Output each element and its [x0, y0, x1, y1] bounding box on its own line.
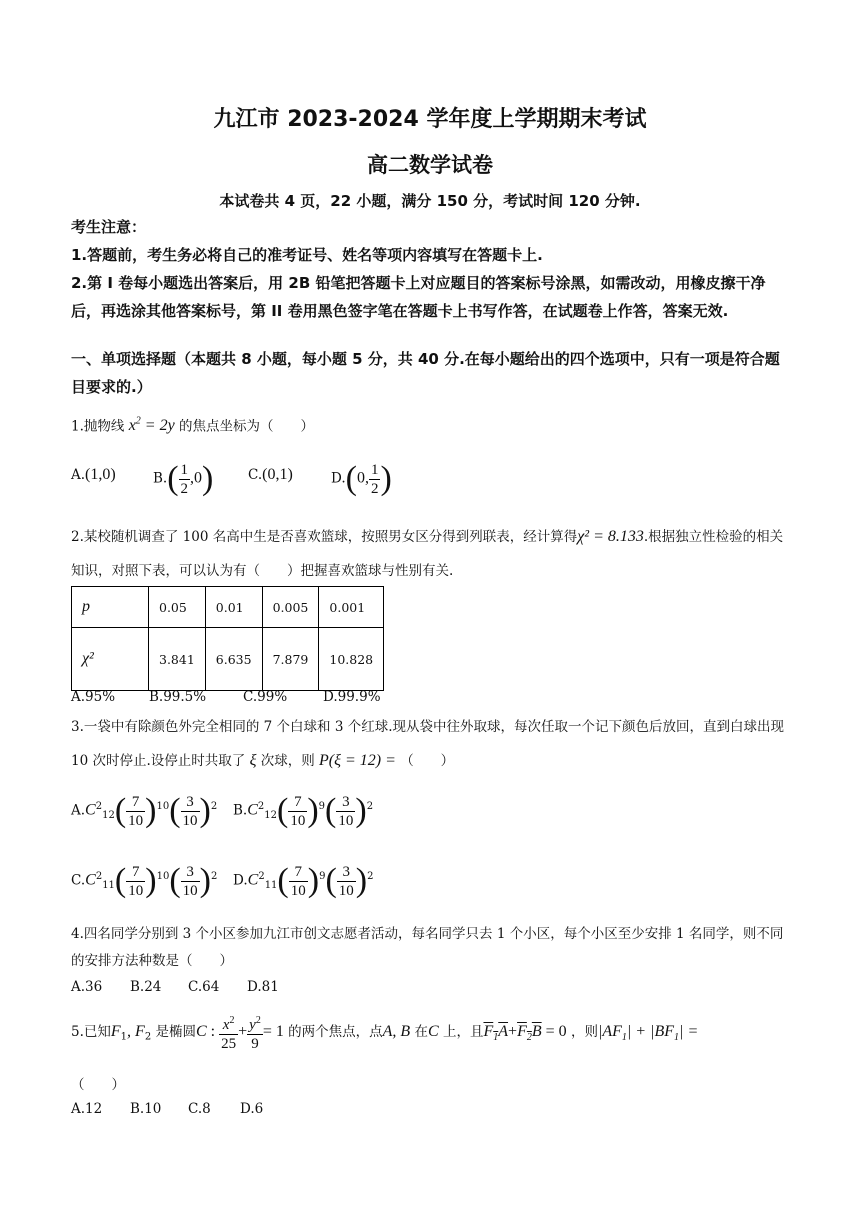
q2-option-b[interactable]: B.99.5% — [149, 689, 207, 705]
section-1-heading: 一、单项选择题（本题共 8 小题，每小题 5 分，共 40 分.在每小题给出的四个选项中，只有一项是符合题目要求的.） — [71, 350, 780, 396]
q4-option-a[interactable]: A.36 — [71, 979, 103, 995]
q5-option-d[interactable]: D.6 — [240, 1101, 264, 1117]
chi-square-table: p 0.05 0.01 0.005 0.001 χ² 3.841 6.635 7.879 10.828 — [71, 586, 384, 691]
q1-option-b[interactable]: B.( $\frac{1}{2}$ ,0) — [153, 460, 214, 497]
q3-option-b[interactable]: $B.C^2_{12}$( $\frac{7}{10}$ )$^9$( $\frac{3}{10}$ )$^2$ — [233, 792, 374, 829]
q1-option-d[interactable]: D.(0, $\frac{1}{2}$ ) — [331, 460, 392, 497]
notice-item-2: 2.第 I 卷每小题选出答案后，用 2B 铅笔把答题卡上对应题目的答案标号涂黑，如需改动，用橡皮擦干净后，再选涂其他答案标号，第 II 卷用黑色签字笔在答题卡上书写作答，在试题卷上作答，答案无效. — [71, 274, 766, 320]
q5-option-c[interactable]: C.8 — [188, 1101, 211, 1117]
q5-option-a[interactable]: A.12 — [71, 1101, 103, 1117]
q1-formula: $x^2 = 2y$ — [128, 416, 175, 435]
q2-option-a[interactable]: A.95% — [71, 689, 116, 705]
q1-option-c[interactable]: C.(0,1) — [248, 466, 293, 483]
table-header-chi: χ² — [72, 628, 149, 691]
notice-heading: 考生注意： — [71, 218, 147, 236]
notice-item-1: 1.答题前，考生务必将自己的准考证号、姓名等项内容填写在答题卡上. — [71, 246, 543, 264]
question-3-stem: 3.一袋中有除颜色外完全相同的 7 个白球和 3 个红球.现从袋中往外取球，每次任取一个记下颜色后放回，直到白球出现 10 次时停止.设停止时共取了 ξ 次球，则 P(ξ = 12) = （ ） — [71, 719, 785, 769]
q2-option-d[interactable]: D.99.9% — [323, 689, 381, 705]
exam-title: 九江市 2023-2024 学年度上学期期末考试 — [213, 107, 647, 132]
q1-option-a[interactable]: A.(1,0) — [71, 466, 116, 483]
question-1-stem: 1.抛物线 $x^2 = 2y$ 的焦点坐标为（ ） — [71, 416, 314, 435]
table-header-p: p — [72, 587, 149, 628]
q3-option-d[interactable]: $D.C^2_{11}$( $\frac{7}{10}$ )$^9$( $\frac{3}{10}$ )$^2$ — [233, 862, 374, 899]
q2-option-c[interactable]: C.99% — [243, 689, 288, 705]
question-2-stem: 2.某校随机调查了 100 名高中生是否喜欢篮球，按照男女区分得到列联表，经计算得χ² = 8.133.根据独立性检验的相关知识，对照下表，可以认为有（ ）把握喜欢篮球与性别有关. — [71, 528, 784, 579]
q4-option-b[interactable]: B.24 — [130, 979, 162, 995]
q4-option-c[interactable]: C.64 — [188, 979, 220, 995]
q4-option-d[interactable]: D.81 — [247, 979, 279, 995]
q3-option-a[interactable]: $A.C^2_{12}$( $\frac{7}{10}$ )$^{10}$( $\frac{3}{10}$ )$^2$ — [71, 792, 218, 829]
question-4-stem: 4.四名同学分别到 3 个小区参加九江市创文志愿者活动，每名同学只去 1 个小区，每个小区至少安排 1 名同学，则不同的安排方法种数是（ ） — [71, 926, 784, 969]
question-5-paren: （ ） — [71, 1077, 125, 1093]
question-5-stem: 5.已知$F_1$, $F_2$ 是椭圆C : $\frac{x^2}{25}$ + $\frac{y^2}{9}$ = 1 的两个焦点，点A, B 在C 上，且$F_1A+F_2B = 0$ ，则$|AF_1| + |BF_1|$ = — [71, 1012, 793, 1058]
q5-option-b[interactable]: B.10 — [130, 1101, 162, 1117]
q3-option-c[interactable]: $C.C^2_{11}$( $\frac{7}{10}$ )$^{10}$( $\frac{3}{10}$ )$^2$ — [71, 862, 218, 899]
exam-info: 本试卷共 4 页，22 小题，满分 150 分，考试时间 120 分钟. — [219, 192, 641, 210]
exam-subtitle: 高二数学试卷 — [367, 153, 493, 177]
